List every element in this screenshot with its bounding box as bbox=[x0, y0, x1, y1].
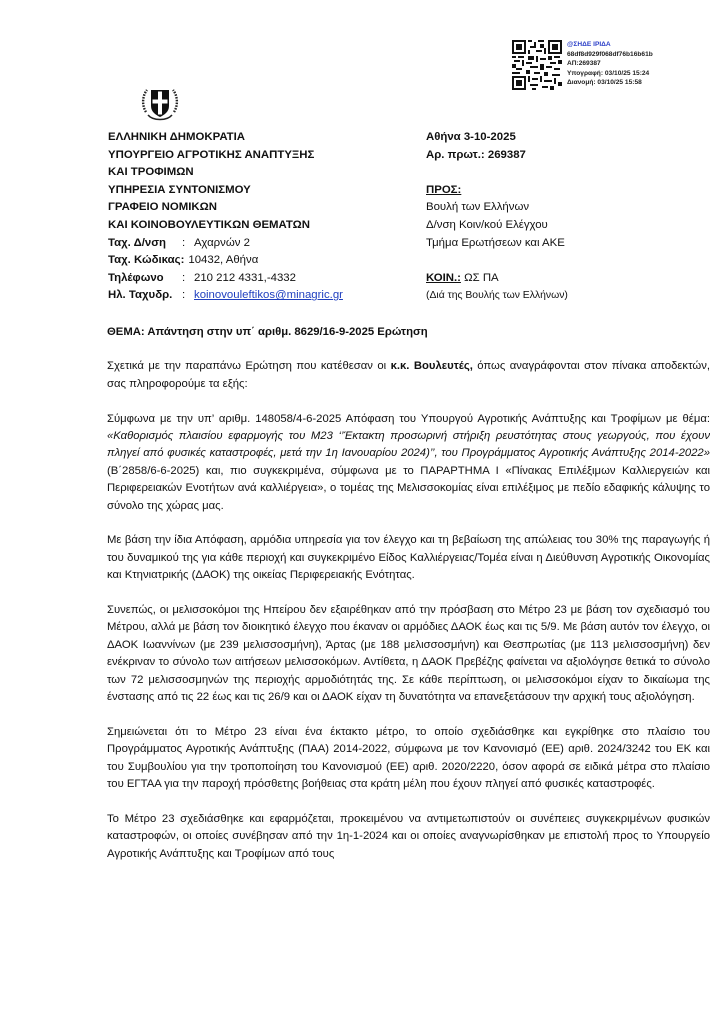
recipient-block bbox=[426, 129, 686, 305]
text: (Β΄2858/6-6-2025) και, πιο συγκεκριμένα, σύμφωνα με το ΠΑΡΑΡΤΗΜΑ Ι «Πίνακας Επιλέξιμων Καλλιεργειών και Περιφερειακών Ενοτήτων ανά καλλιέργεια», ο τομέας της Μελισσοκομίας είναι επιλέξιμος με πεδίο εδαφικής κάλυψης το σύνολο της χώρας μας. bbox=[107, 464, 710, 512]
sender-line: ΚΑΙ ΤΡΟΦΙΜΩΝ bbox=[108, 166, 194, 179]
email-label: Ηλ. Ταχυδρ. bbox=[108, 289, 173, 302]
digital-signature-stamp bbox=[512, 40, 722, 95]
stamp-protocol: ΑΠ:269387 bbox=[567, 60, 601, 68]
decision-title-italic: «Καθορισμός πλαισίου εφαρμογής του Μ23 ‘’Έκτακτη προσωρινή στήριξη ρευστότητας στους γεωργούς, που έχουν πληγεί από φυσικές καταστροφές, μετά την 1η Ιανουαρίου 2024)’’, του Προγράμματος Αγροτικής Ανάπτυξης 2014-2022» bbox=[107, 430, 710, 460]
paragraph-decision bbox=[107, 411, 710, 515]
cc-note: (Διά της Βουλής των Ελλήνων) bbox=[426, 290, 568, 302]
protocol-number: Αρ. πρωτ.: 269387 bbox=[426, 148, 526, 161]
email-row bbox=[108, 287, 398, 305]
text: όπως αναγράφονται στον πίνακα αποδεκτών, σας πληροφορούμε τα εξής: bbox=[107, 360, 710, 390]
stamp-distribution-time: Διανομή: 03/10/25 15:58 bbox=[567, 79, 642, 87]
cc-row bbox=[426, 270, 686, 288]
phone-value: 210 212 4331,-4332 bbox=[194, 271, 296, 284]
sender-block bbox=[108, 129, 398, 305]
phone-sep: : bbox=[182, 271, 186, 284]
qr-code-icon bbox=[512, 40, 562, 90]
to-line: Δ/νση Κοιν/κού Ελέγχου bbox=[426, 218, 548, 231]
cc-value: ΩΣ ΠΑ bbox=[464, 271, 499, 284]
text: Σύμφωνα με την υπ’ αριθμ. 148058/4-6-2025 Απόφαση του Υπουργού Αγροτικής Ανάπτυξης και Τροφίμων με θέμα: bbox=[107, 412, 710, 425]
phone-label: Τηλέφωνο bbox=[108, 271, 164, 284]
sender-line: ΓΡΑΦΕΙΟ ΝΟΜΙΚΩΝ bbox=[108, 201, 217, 214]
sender-line: ΚΑΙ ΚΟΙΝΟΒΟΥΛΕΥΤΙΚΩΝ ΘΕΜΑΤΩΝ bbox=[108, 218, 310, 231]
paragraph-measure-23: Σημειώνεται ότι το Μέτρο 23 είναι ένα έκτακτο μέτρο, το οποίο σχεδιάσθηκε και εγκρίθηκε στο πλαίσιο του Προγράμματος Αγροτικής Ανάπτυξης (ΠΑΑ) 2014-2022, σύμφωνα με τον Κανονισμό (ΕΕ) αριθ. 2024/3242 του ΕΚ και του Συμβουλίου για την τροποποίηση του Κανονισμού (ΕΕ) αριθ. 2020/2220, όσον αφορά σε ειδικά μέτρα στο πλαίσιο του ΕΓΤΑΑ για την παροχή πρόσθετης βοήθειας στα κράτη μέλη που έχουν πληγεί από φυσικές καταστροφές. bbox=[107, 725, 710, 791]
sender-line: ΥΠΗΡΕΣΙΑ ΣΥΝΤΟΝΙΣΜΟΥ bbox=[108, 183, 251, 196]
mps-bold: κ.κ. Βουλευτές, bbox=[390, 360, 473, 373]
stamp-system: @ΣΗΔΕ ΙΡΙΔΑ bbox=[567, 41, 611, 48]
text: Σχετικά με την παραπάνω Ερώτηση που κατέθεσαν οι bbox=[107, 360, 391, 373]
sender-line: ΥΠΟΥΡΓΕΙΟ ΑΓΡΟΤΙΚΗΣ ΑΝΑΠΤΥΞΗΣ bbox=[108, 148, 315, 161]
postal-code-value: 10432, Αθήνα bbox=[188, 254, 259, 267]
address-value: Αχαρνών 2 bbox=[194, 236, 250, 249]
cc-label: ΚΟΙΝ.: bbox=[426, 271, 461, 284]
paragraph-authority: Με βάση την ίδια Απόφαση, αρμόδια υπηρεσία για τον έλεγχο και τη βεβαίωση της απώλειας του 30% της παραγωγής ή του δυναμικού της για κάθε περιοχή και συγκεκριμένο Είδος Καλλιέργειας/Τομέα είναι η Διεύθυνση Αγροτικής Οικονομίας και Κτηνιατρικής (ΔΑΟΚ) της οικείας Περιφερειακής Ενότητας. bbox=[107, 534, 710, 582]
phone-row bbox=[108, 270, 398, 288]
address-label: Ταχ. Δ/νση bbox=[108, 236, 167, 249]
postal-code-label: Ταχ. Κώδικας bbox=[108, 254, 181, 267]
stamp-hash: 68df8d929f068df76b16b61b bbox=[567, 50, 653, 58]
to-line: Τμήμα Ερωτήσεων και ΑΚΕ bbox=[426, 236, 565, 249]
letter-body bbox=[107, 324, 710, 863]
greek-coat-of-arms-icon bbox=[140, 82, 180, 124]
postal-code-row bbox=[108, 252, 398, 270]
subject-line: ΘΕΜΑ: Απάντηση στην υπ΄ αριθμ. 8629/16-9-2025 Ερώτηση bbox=[107, 326, 428, 338]
paragraph-intro bbox=[107, 358, 710, 393]
address-row bbox=[108, 235, 398, 253]
address-sep: : bbox=[182, 236, 186, 249]
stamp-text bbox=[567, 40, 653, 88]
to-label: ΠΡΟΣ: bbox=[426, 183, 462, 196]
postal-code-sep: : bbox=[180, 254, 185, 267]
stamp-signature-time: Υπογραφή: 03/10/25 15:24 bbox=[567, 69, 650, 77]
document-date: Αθήνα 3-10-2025 bbox=[426, 131, 516, 143]
sender-line: ΕΛΛΗΝΙΚΗ ΔΗΜΟΚΡΑΤΙΑ bbox=[108, 131, 245, 143]
email-sep: : bbox=[182, 289, 186, 302]
paragraph-design: Το Μέτρο 23 σχεδιάσθηκε και εφαρμόζεται, προκειμένου να αντιμετωπιστούν οι συνέπειες συγκεκριμένων φυσικών καταστροφών, οι οποίες συνέβησαν από την 1η-1-2024 και οι οποίες αναγνωρίσθηκαν με επιστολή προς το Υπουργείο Αγροτικής Ανάπτυξης και Τροφίμων από τους bbox=[107, 812, 710, 860]
email-link[interactable]: koinovouleftikos@minagric.gr bbox=[194, 289, 343, 302]
to-line: Βουλή των Ελλήνων bbox=[426, 201, 530, 214]
paragraph-epirus: Συνεπώς, οι μελισσοκόμοι της Ηπείρου δεν εξαιρέθηκαν από την πρόσβαση στο Μέτρο 23 με βάση τον σχεδιασμό του Μέτρου, αλλά με βάση τον διοικητικό έλεγχο που έκαναν οι αρμόδιες ΔΑΟΚ έως και τις 5/9. Με βάση αυτόν τον έλεγχο, οι ΔΑΟΚ Ιωαννίνων (με 239 μελισσοσμήνη), Άρτας (με 188 μελισσοσμήνη) και Θεσπρωτίας (με 113 μελισσοσμήνη) δεν ενέκριναν το σύνολο των αιτήσεων μελισσοκόμων. Αντίθετα, η ΔΑΟΚ Πρεβέζης φαίνεται να αξιολόγησε θετικά το σύνολο των 72 μελισσοσμηνών της περιοχής αρμοδιότητάς της. Σε κάθε περίπτωση, οι μελισσοκόμοι είχαν το δικαίωμα της ένστασης από τις 22 έως και τις 26/9 και οι ΔΑΟΚ είχαν τη δυνατότητα να επανεξετάσουν την αρχική τους αξιολόγηση. bbox=[107, 604, 710, 704]
